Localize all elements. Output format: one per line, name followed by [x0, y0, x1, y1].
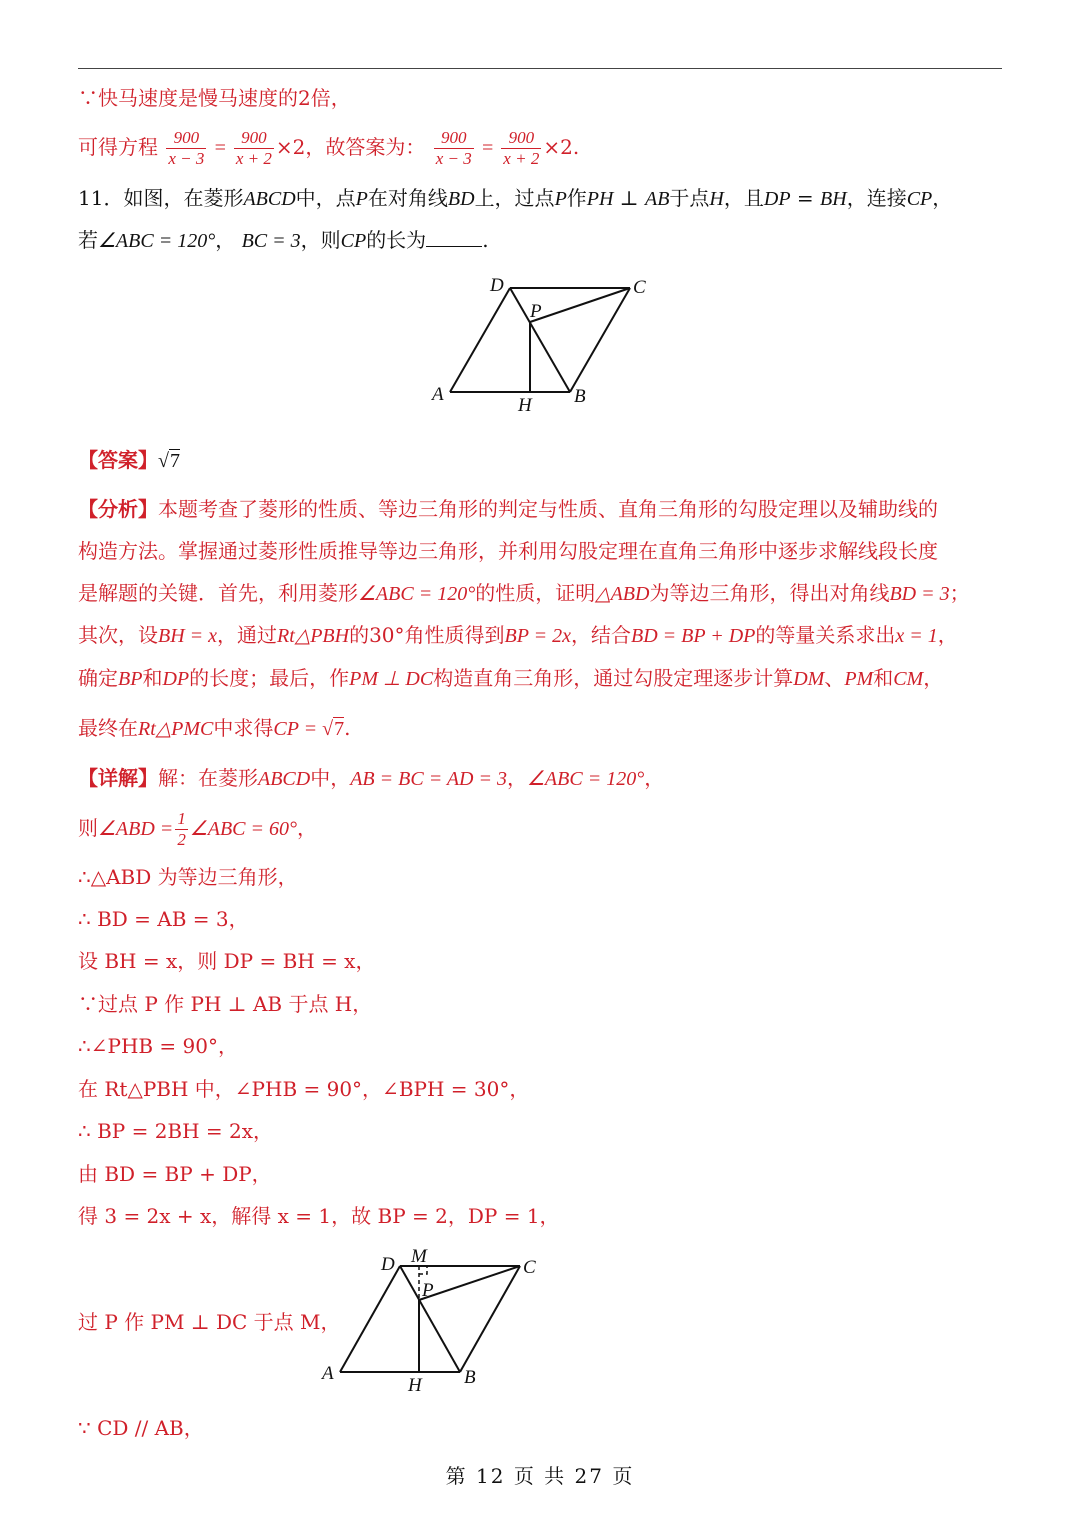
- inline-text: BP: [118, 668, 143, 690]
- inline-text: ∠ABD =: [98, 818, 174, 840]
- question-11-line-1: 11．如图，在菱形ABCD中，点P在对角线BD上，过点P作PH ⊥ AB于点H，且DP = BH，连接CP，: [78, 186, 953, 210]
- answer-blank: [426, 226, 482, 247]
- q-text: ，则: [300, 228, 341, 252]
- q-text: ，: [932, 186, 953, 210]
- analysis-line-3: [78, 579, 970, 608]
- label-C: C: [633, 277, 646, 298]
- label-A: A: [322, 1363, 334, 1384]
- inline-text: PM ⊥ DC: [349, 668, 434, 690]
- segment-CP: [530, 288, 630, 322]
- inline-text: 的30°角性质得到: [349, 623, 505, 647]
- radicand: 7: [169, 450, 180, 472]
- label-D: D: [490, 275, 504, 296]
- inline-text: 1: [177, 809, 186, 828]
- inline-text: 则: [78, 816, 98, 840]
- fraction: [166, 128, 206, 169]
- label-H: H: [518, 395, 532, 416]
- fraction-numerator: 900: [166, 128, 206, 149]
- inline-text: ∠ABC = 120°: [358, 583, 476, 605]
- text-line-1: ∵快马速度是慢马速度的2倍，: [78, 86, 351, 110]
- inline-text: Rt△PMC: [138, 718, 214, 740]
- fraction-denominator: x + 2: [235, 149, 272, 168]
- inline-text: 、: [824, 666, 845, 690]
- inline-text: BD = BP + DP: [630, 625, 756, 647]
- q-text: 11．如图，在菱形: [78, 186, 244, 210]
- inline-text: 和: [873, 666, 894, 690]
- detail-line-10: 由 BD = BP + DP，: [78, 1162, 272, 1186]
- inline-text: ，通过: [217, 623, 278, 647]
- fraction-denominator: x + 2: [503, 149, 540, 168]
- q-text: ，连接: [846, 186, 907, 210]
- analysis-line-4: [78, 621, 958, 650]
- label-H: H: [408, 1375, 422, 1396]
- inline-text: ABCD: [258, 768, 311, 790]
- equation-line: 可得方程 $\frac{900}{x - 3}$ = $\frac{900}{x + 2}$ ×2，故答案为： $\frac{900}{x - 3}$ = $\frac{900}{x + 2}$ ×2.: [78, 128, 580, 168]
- label-P: P: [422, 1280, 434, 1301]
- inline-text: BP = 2x: [504, 625, 571, 647]
- inline-text: ，: [923, 666, 944, 690]
- detail-line-6: ∵过点 P 作 PH ⊥ AB 于点 H，: [78, 992, 373, 1016]
- detail-line-3: ∴△ABD 为等边三角形，: [78, 865, 298, 889]
- inline-text: 为等边三角形，得出对角线: [649, 581, 890, 605]
- inline-text: AB = BC = AD = 3: [350, 768, 507, 790]
- inline-text: 和: [142, 666, 163, 690]
- inline-text: ，: [507, 766, 527, 790]
- detail-line-8: 在 Rt△PBH 中，∠PHB = 90°，∠BPH = 30°，: [78, 1077, 530, 1101]
- inline-text: 确定: [78, 666, 118, 690]
- inline-text: ∠ABC = 120°: [527, 768, 645, 790]
- q-text: 若: [78, 228, 98, 252]
- inline-text: Rt△PBH: [277, 625, 350, 647]
- answer-tag: 【答案】: [78, 448, 158, 472]
- inline-text: 其次，设: [78, 623, 158, 647]
- side-AD: [450, 288, 510, 392]
- analysis-line-6: 最终在Rt△PMC中求得CP = √7.: [78, 716, 351, 740]
- inline-text: x = 1: [895, 625, 938, 647]
- rhombus-figure-2: [310, 1245, 550, 1400]
- equation-mid: ，故答案为：: [305, 135, 426, 159]
- rhombus-figure-1: [420, 270, 660, 420]
- q-text: 上，过点: [474, 186, 555, 210]
- fraction-denominator: x − 3: [435, 149, 472, 168]
- inline-text: 中，: [310, 766, 351, 790]
- times-two: ×2: [543, 135, 573, 159]
- label-B: B: [464, 1367, 476, 1388]
- detail-line-7: ∴∠PHB = 90°，: [78, 1034, 238, 1058]
- side-AD: [340, 1266, 400, 1372]
- inline-text: ，: [937, 623, 958, 647]
- inline-text: 最终在: [78, 716, 138, 740]
- page-footer: 第 12 页 共 27 页: [445, 1464, 635, 1488]
- q-text: 于点: [669, 186, 710, 210]
- q-text: 中，点: [295, 186, 356, 210]
- detail-line-4: ∴ BD = AB = 3，: [78, 907, 249, 931]
- angle-condition: ∠ABC = 120°: [98, 230, 216, 252]
- q-text: ，且: [723, 186, 764, 210]
- label-C: C: [523, 1257, 536, 1278]
- inline-text: ；: [949, 581, 970, 605]
- analysis-text: 本题考查了菱形的性质、等边三角形的判定与性质、直角三角形的勾股定理以及辅助线的: [158, 497, 938, 521]
- inline-text: 的长度；最后，作: [189, 666, 350, 690]
- label-M: M: [411, 1246, 427, 1267]
- label-D: D: [381, 1254, 395, 1275]
- inline-text: BH = x: [158, 625, 218, 647]
- side-BC: [460, 1266, 520, 1372]
- question-11-line-2: 若∠ABC = 120°， BC = 3，则CP的长为 .: [78, 228, 489, 252]
- detail-line-9: ∴ BP = 2BH = 2x，: [78, 1119, 274, 1143]
- inline-text: DP: [162, 668, 190, 690]
- bc-condition: BC = 3: [241, 230, 301, 252]
- fraction-denominator: x − 3: [168, 149, 205, 168]
- detail-line-2: [78, 806, 317, 851]
- analysis-line-1: [78, 495, 938, 523]
- fraction-half: [175, 809, 188, 850]
- fraction: [234, 128, 274, 169]
- detail-line-13: ∵ CD // AB，: [78, 1416, 204, 1440]
- inline-text: 是解题的关键．首先，利用菱形: [78, 581, 358, 605]
- answer-value: √7: [158, 450, 180, 472]
- fraction: [434, 128, 474, 169]
- fraction: [501, 128, 541, 169]
- q-text: 作: [566, 186, 587, 210]
- segment-CP: [419, 1266, 520, 1300]
- label-P: P: [530, 301, 542, 322]
- fraction-numerator: 900: [234, 128, 274, 149]
- inline-text: BD = 3: [889, 583, 950, 605]
- fraction-numerator: 900: [501, 128, 541, 149]
- inline-text: 构造直角三角形，通过勾股定理逐步计算: [433, 666, 794, 690]
- inline-text: PM: [844, 668, 874, 690]
- inline-text: DM: [793, 668, 825, 690]
- header-rule: [78, 68, 1002, 69]
- inline-text: 中求得: [213, 716, 274, 740]
- analysis-tag: 【分析】: [78, 497, 158, 521]
- analysis-line-5: [78, 664, 943, 693]
- fraction-numerator: 900: [434, 128, 474, 149]
- times-two: ×2: [275, 135, 306, 159]
- inline-text: ，: [644, 766, 665, 790]
- inline-text: CM: [893, 668, 924, 690]
- analysis-line-2: 构造方法。掌握通过菱形性质推导等边三角形，并利用勾股定理在直角三角形中逐步求解线段长度: [78, 539, 938, 563]
- side-BC: [570, 288, 630, 392]
- inline-text: 2: [177, 830, 186, 849]
- q-text: 的长为: [366, 228, 427, 252]
- detail-line-12: 过 P 作 PM ⊥ DC 于点 M，: [78, 1310, 341, 1334]
- label-B: B: [574, 386, 586, 407]
- inline-text: CP =: [273, 718, 318, 740]
- right-angle-mark: [419, 1266, 427, 1274]
- inline-text: ∠ABC = 60°: [189, 818, 298, 840]
- inline-text: 的性质，证明: [475, 581, 596, 605]
- inline-text: ，: [297, 816, 318, 840]
- inline-text: △ABD: [595, 583, 650, 605]
- label-A: A: [432, 384, 444, 405]
- inline-text: ，结合: [570, 623, 631, 647]
- detail-tag: 【详解】: [78, 766, 158, 790]
- inline-text: 的等量关系求出: [755, 623, 896, 647]
- inline-text: 7: [334, 718, 345, 740]
- answer-line: [78, 446, 180, 475]
- inline-text: 解：在菱形: [158, 766, 258, 790]
- detail-line-11: 得 3 = 2x + x，解得 x = 1，故 BP = 2，DP = 1，: [78, 1204, 560, 1228]
- equation-prefix: 可得方程: [78, 135, 158, 159]
- detail-line-1: [78, 764, 664, 793]
- inline-text: .: [344, 716, 351, 740]
- q-text: 在对角线: [367, 186, 448, 210]
- detail-line-5: 设 BH = x，则 DP = BH = x，: [78, 949, 376, 973]
